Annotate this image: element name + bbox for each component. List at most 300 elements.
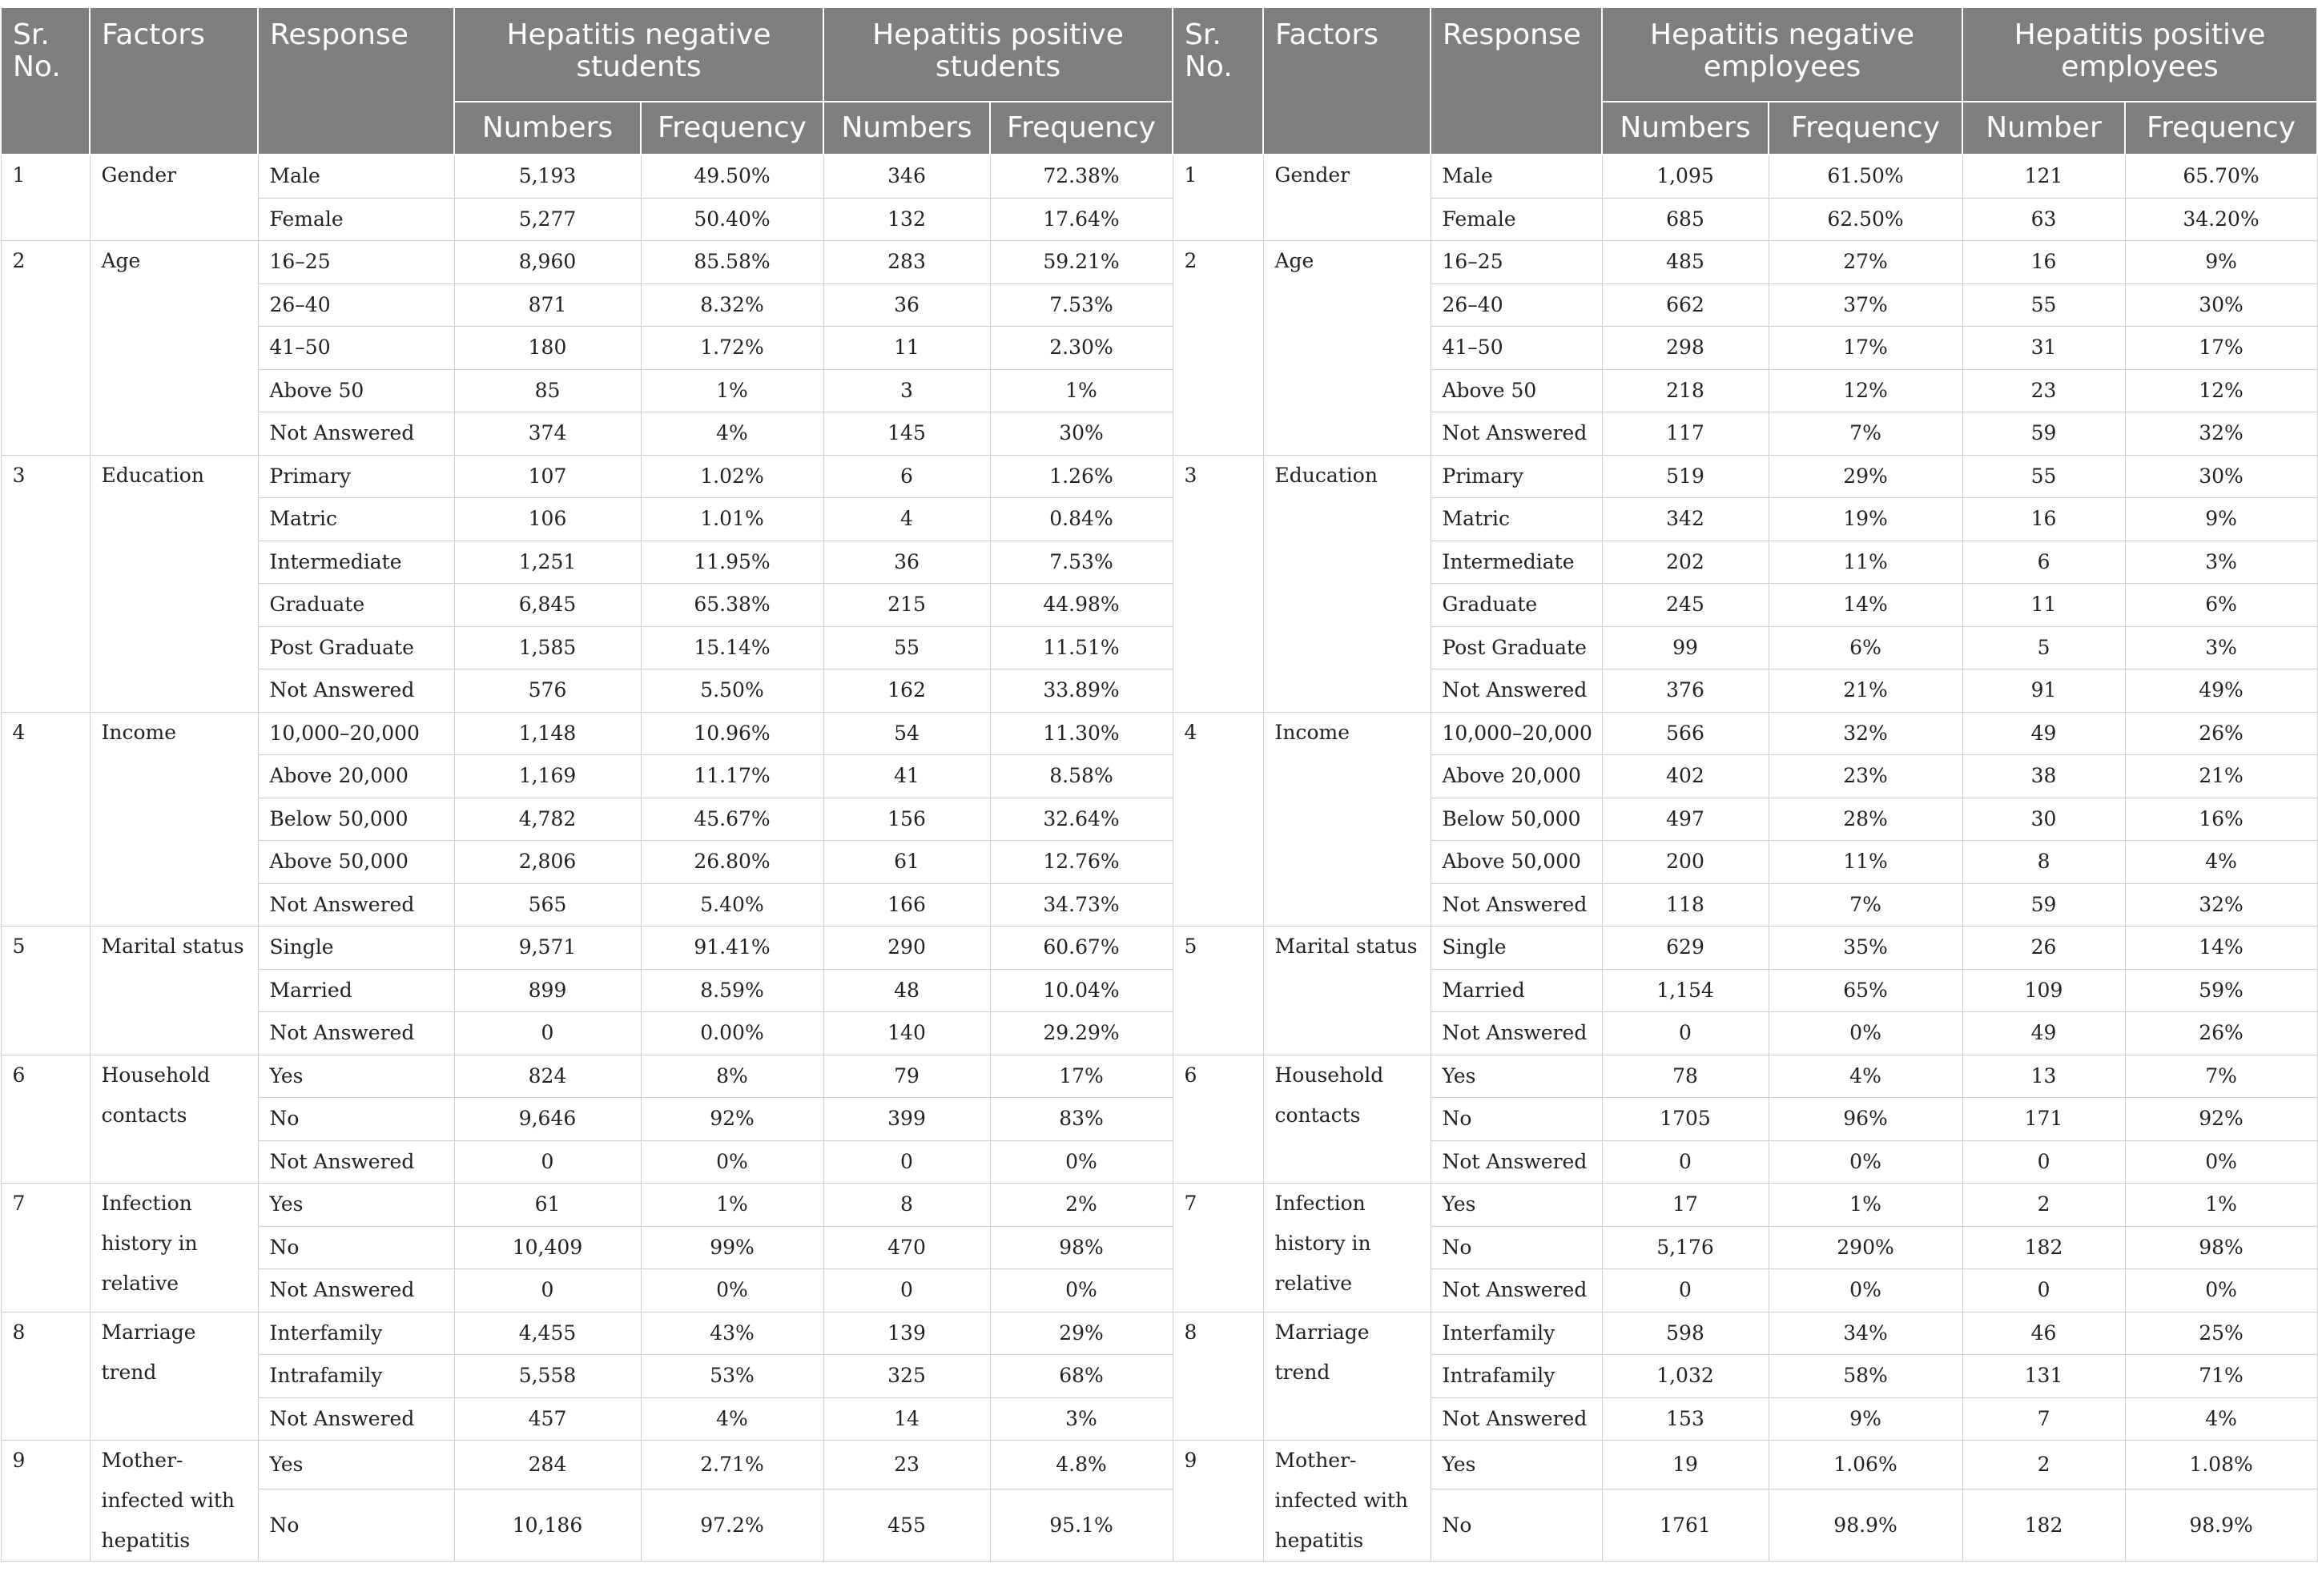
pos-students-number-cell: 325 (823, 1355, 990, 1398)
neg-students-number-cell: 899 (454, 969, 641, 1012)
pos-employees-frequency-cell: 71% (2125, 1355, 2317, 1398)
neg-students-number-cell: 457 (454, 1397, 641, 1441)
pos-employees-frequency-cell: 1% (2125, 1184, 2317, 1227)
employee-sr-no-cell: 7 (1173, 1184, 1263, 1313)
neg-students-frequency-cell: 11.17% (641, 755, 823, 798)
neg-employees-number-cell: 202 (1602, 541, 1769, 584)
employee-response-cell: Intermediate (1431, 541, 1602, 584)
pos-employees-frequency-cell: 65.70% (2125, 155, 2317, 198)
employee-factor-cell: Income (1263, 712, 1431, 927)
pos-students-frequency-cell: 83% (990, 1098, 1173, 1141)
pos-students-number-cell: 6 (823, 455, 990, 498)
pos-students-number-cell: 132 (823, 198, 990, 241)
employee-sr-no-cell: 1 (1173, 155, 1263, 241)
neg-employees-number-cell: 485 (1602, 241, 1769, 284)
employee-response-cell: Married (1431, 969, 1602, 1012)
pos-employees-frequency-cell: 0% (2125, 1269, 2317, 1313)
pos-employees-frequency-cell: 21% (2125, 755, 2317, 798)
neg-employees-number-cell: 17 (1602, 1184, 1769, 1227)
pos-employees-number-cell: 7 (1962, 1397, 2125, 1441)
student-response-cell: Graduate (258, 584, 454, 627)
table-row (1, 1489, 2317, 1562)
pos-employees-number-cell: 59 (1962, 412, 2125, 456)
neg-employees-number-cell: 0 (1602, 1012, 1769, 1055)
employee-response-cell: Female (1431, 198, 1602, 241)
student-response-cell: Intrafamily (258, 1355, 454, 1398)
pos-employees-number-cell: 23 (1962, 369, 2125, 412)
employee-sr-no-cell: 3 (1173, 455, 1263, 712)
employee-response-cell: Above 50 (1431, 369, 1602, 412)
table-row (1, 327, 2317, 370)
neg-students-number-cell: 0 (454, 1269, 641, 1313)
student-response-cell: Not Answered (258, 669, 454, 713)
pos-students-number-cell: 3 (823, 369, 990, 412)
neg-employees-frequency-cell: 62.50% (1769, 198, 1962, 241)
student-factor-cell: Mother-infected with hepatitis (90, 1441, 258, 1562)
employee-response-cell: No (1431, 1489, 1602, 1562)
pos-students-number-cell: 145 (823, 412, 990, 456)
neg-students-number-cell: 6,845 (454, 584, 641, 627)
table-row (1, 1055, 2317, 1098)
neg-students-number-cell: 0 (454, 1140, 641, 1184)
employee-response-cell: Not Answered (1431, 1269, 1602, 1313)
header-neg-students: Hepatitis negative students (454, 7, 823, 102)
neg-students-number-cell: 180 (454, 327, 641, 370)
neg-employees-number-cell: 117 (1602, 412, 1769, 456)
pos-students-frequency-cell: 29.29% (990, 1012, 1173, 1055)
pos-employees-number-cell: 131 (1962, 1355, 2125, 1398)
pos-employees-number-cell: 0 (1962, 1269, 2125, 1313)
student-sr-no-cell: 3 (1, 455, 90, 712)
subheader-numbers: Numbers (823, 102, 990, 155)
student-response-cell: Not Answered (258, 1140, 454, 1184)
neg-employees-number-cell: 0 (1602, 1269, 1769, 1313)
employee-response-cell: Matric (1431, 498, 1602, 541)
student-sr-no-cell: 8 (1, 1312, 90, 1441)
table-row (1, 883, 2317, 927)
neg-employees-number-cell: 5,176 (1602, 1226, 1769, 1269)
table-row (1, 198, 2317, 241)
header-factors: Factors (90, 7, 258, 155)
pos-employees-frequency-cell: 30% (2125, 455, 2317, 498)
student-response-cell: 10,000–20,000 (258, 712, 454, 755)
pos-employees-frequency-cell: 26% (2125, 712, 2317, 755)
table-row (1, 712, 2317, 755)
table-row (1, 1441, 2317, 1489)
neg-students-frequency-cell: 10.96% (641, 712, 823, 755)
pos-employees-number-cell: 55 (1962, 455, 2125, 498)
pos-employees-frequency-cell: 0% (2125, 1140, 2317, 1184)
pos-employees-frequency-cell: 17% (2125, 327, 2317, 370)
employee-factor-cell: Age (1263, 241, 1431, 456)
pos-employees-frequency-cell: 14% (2125, 927, 2317, 970)
neg-students-frequency-cell: 4% (641, 412, 823, 456)
employee-response-cell: Intrafamily (1431, 1355, 1602, 1398)
employee-response-cell: 10,000–20,000 (1431, 712, 1602, 755)
table-row (1, 1184, 2317, 1227)
header-response: Response (258, 7, 454, 155)
student-sr-no-cell: 1 (1, 155, 90, 241)
employee-sr-no-cell: 5 (1173, 927, 1263, 1055)
table-row (1, 798, 2317, 841)
pos-students-frequency-cell: 1% (990, 369, 1173, 412)
neg-employees-frequency-cell: 28% (1769, 798, 1962, 841)
neg-students-number-cell: 5,277 (454, 198, 641, 241)
neg-students-number-cell: 374 (454, 412, 641, 456)
neg-students-frequency-cell: 1.02% (641, 455, 823, 498)
student-response-cell: Not Answered (258, 1269, 454, 1313)
neg-students-frequency-cell: 49.50% (641, 155, 823, 198)
neg-students-number-cell: 2,806 (454, 841, 641, 884)
employee-sr-no-cell: 2 (1173, 241, 1263, 456)
neg-students-frequency-cell: 4% (641, 1397, 823, 1441)
student-response-cell: Above 50,000 (258, 841, 454, 884)
pos-students-number-cell: 41 (823, 755, 990, 798)
neg-students-frequency-cell: 43% (641, 1312, 823, 1355)
neg-employees-number-cell: 629 (1602, 927, 1769, 970)
neg-students-frequency-cell: 45.67% (641, 798, 823, 841)
pos-students-frequency-cell: 72.38% (990, 155, 1173, 198)
neg-employees-frequency-cell: 1.06% (1769, 1441, 1962, 1489)
pos-employees-frequency-cell: 3% (2125, 541, 2317, 584)
pos-employees-frequency-cell: 98% (2125, 1226, 2317, 1269)
student-response-cell: Not Answered (258, 1397, 454, 1441)
pos-employees-number-cell: 11 (1962, 584, 2125, 627)
student-factor-cell: Marital status (90, 927, 258, 1055)
neg-students-number-cell: 565 (454, 883, 641, 927)
neg-employees-number-cell: 402 (1602, 755, 1769, 798)
student-response-cell: 26–40 (258, 283, 454, 327)
student-response-cell: Primary (258, 455, 454, 498)
neg-employees-number-cell: 685 (1602, 198, 1769, 241)
employee-response-cell: Single (1431, 927, 1602, 970)
pos-employees-number-cell: 16 (1962, 498, 2125, 541)
neg-students-number-cell: 0 (454, 1012, 641, 1055)
table-header (1, 7, 2317, 155)
table-row (1, 541, 2317, 584)
pos-students-number-cell: 11 (823, 327, 990, 370)
pos-students-frequency-cell: 7.53% (990, 283, 1173, 327)
employee-response-cell: Yes (1431, 1441, 1602, 1489)
pos-employees-frequency-cell: 92% (2125, 1098, 2317, 1141)
pos-students-frequency-cell: 2% (990, 1184, 1173, 1227)
hepatitis-factors-table (0, 6, 2318, 1562)
pos-students-number-cell: 139 (823, 1312, 990, 1355)
pos-employees-number-cell: 182 (1962, 1226, 2125, 1269)
pos-employees-frequency-cell: 1.08% (2125, 1441, 2317, 1489)
pos-students-number-cell: 8 (823, 1184, 990, 1227)
table-row (1, 1098, 2317, 1141)
student-factor-cell: Infection history in relative (90, 1184, 258, 1313)
pos-employees-frequency-cell: 7% (2125, 1055, 2317, 1098)
neg-students-number-cell: 1,251 (454, 541, 641, 584)
neg-employees-number-cell: 218 (1602, 369, 1769, 412)
header-response-employees: Response (1431, 7, 1602, 155)
neg-employees-frequency-cell: 27% (1769, 241, 1962, 284)
pos-employees-number-cell: 55 (1962, 283, 2125, 327)
student-response-cell: Not Answered (258, 412, 454, 456)
neg-employees-frequency-cell: 12% (1769, 369, 1962, 412)
pos-students-number-cell: 140 (823, 1012, 990, 1055)
employee-response-cell: Post Graduate (1431, 626, 1602, 669)
neg-employees-frequency-cell: 19% (1769, 498, 1962, 541)
student-sr-no-cell: 9 (1, 1441, 90, 1562)
pos-students-number-cell: 290 (823, 927, 990, 970)
neg-students-frequency-cell: 92% (641, 1098, 823, 1141)
pos-students-number-cell: 156 (823, 798, 990, 841)
table-body (1, 155, 2317, 1562)
table-row (1, 1226, 2317, 1269)
pos-students-frequency-cell: 0.84% (990, 498, 1173, 541)
neg-students-number-cell: 1,148 (454, 712, 641, 755)
student-response-cell: Married (258, 969, 454, 1012)
neg-students-number-cell: 576 (454, 669, 641, 713)
neg-students-number-cell: 8,960 (454, 241, 641, 284)
pos-employees-frequency-cell: 25% (2125, 1312, 2317, 1355)
neg-employees-number-cell: 1705 (1602, 1098, 1769, 1141)
neg-employees-frequency-cell: 98.9% (1769, 1489, 1962, 1562)
neg-employees-number-cell: 519 (1602, 455, 1769, 498)
table-row (1, 1269, 2317, 1313)
student-factor-cell: Income (90, 712, 258, 927)
pos-students-frequency-cell: 1.26% (990, 455, 1173, 498)
pos-students-number-cell: 399 (823, 1098, 990, 1141)
student-sr-no-cell: 7 (1, 1184, 90, 1313)
pos-students-frequency-cell: 4.8% (990, 1441, 1173, 1489)
neg-employees-frequency-cell: 1% (1769, 1184, 1962, 1227)
neg-students-frequency-cell: 1.72% (641, 327, 823, 370)
neg-employees-number-cell: 566 (1602, 712, 1769, 755)
employee-response-cell: 26–40 (1431, 283, 1602, 327)
subheader-numbers: Numbers (1602, 102, 1769, 155)
neg-students-frequency-cell: 0% (641, 1269, 823, 1313)
neg-employees-number-cell: 0 (1602, 1140, 1769, 1184)
pos-students-number-cell: 14 (823, 1397, 990, 1441)
neg-students-number-cell: 10,409 (454, 1226, 641, 1269)
neg-employees-frequency-cell: 65% (1769, 969, 1962, 1012)
neg-employees-frequency-cell: 37% (1769, 283, 1962, 327)
employee-response-cell: Not Answered (1431, 412, 1602, 456)
table-row (1, 498, 2317, 541)
pos-employees-number-cell: 91 (1962, 669, 2125, 713)
neg-students-frequency-cell: 91.41% (641, 927, 823, 970)
pos-students-frequency-cell: 95.1% (990, 1489, 1173, 1562)
header-sr-no-employees: Sr. No. (1173, 7, 1263, 155)
pos-students-number-cell: 162 (823, 669, 990, 713)
table-row (1, 241, 2317, 284)
neg-students-number-cell: 85 (454, 369, 641, 412)
table-row (1, 669, 2317, 713)
neg-students-frequency-cell: 11.95% (641, 541, 823, 584)
table-row (1, 927, 2317, 970)
pos-employees-frequency-cell: 32% (2125, 883, 2317, 927)
student-sr-no-cell: 6 (1, 1055, 90, 1184)
pos-students-number-cell: 283 (823, 241, 990, 284)
pos-students-frequency-cell: 44.98% (990, 584, 1173, 627)
neg-employees-frequency-cell: 32% (1769, 712, 1962, 755)
pos-employees-number-cell: 30 (1962, 798, 2125, 841)
student-response-cell: Yes (258, 1055, 454, 1098)
pos-employees-number-cell: 171 (1962, 1098, 2125, 1141)
pos-employees-number-cell: 26 (1962, 927, 2125, 970)
employee-response-cell: Above 50,000 (1431, 841, 1602, 884)
pos-employees-frequency-cell: 4% (2125, 1397, 2317, 1441)
pos-students-frequency-cell: 7.53% (990, 541, 1173, 584)
pos-employees-number-cell: 109 (1962, 969, 2125, 1012)
subheader-frequency: Frequency (641, 102, 823, 155)
pos-employees-number-cell: 16 (1962, 241, 2125, 284)
pos-employees-number-cell: 8 (1962, 841, 2125, 884)
neg-employees-number-cell: 1,032 (1602, 1355, 1769, 1398)
employee-sr-no-cell: 8 (1173, 1312, 1263, 1441)
table-row (1, 455, 2317, 498)
neg-employees-number-cell: 19 (1602, 1441, 1769, 1489)
neg-employees-frequency-cell: 7% (1769, 412, 1962, 456)
neg-students-frequency-cell: 0.00% (641, 1012, 823, 1055)
pos-students-frequency-cell: 34.73% (990, 883, 1173, 927)
pos-employees-frequency-cell: 26% (2125, 1012, 2317, 1055)
neg-employees-number-cell: 497 (1602, 798, 1769, 841)
neg-students-frequency-cell: 53% (641, 1355, 823, 1398)
pos-students-frequency-cell: 98% (990, 1226, 1173, 1269)
table-row (1, 969, 2317, 1012)
employee-response-cell: Interfamily (1431, 1312, 1602, 1355)
neg-employees-frequency-cell: 4% (1769, 1055, 1962, 1098)
table-row (1, 584, 2317, 627)
neg-employees-frequency-cell: 21% (1769, 669, 1962, 713)
employee-factor-cell: Gender (1263, 155, 1431, 241)
neg-students-frequency-cell: 97.2% (641, 1489, 823, 1562)
neg-employees-number-cell: 200 (1602, 841, 1769, 884)
neg-students-frequency-cell: 8% (641, 1055, 823, 1098)
employee-sr-no-cell: 6 (1173, 1055, 1263, 1184)
pos-employees-number-cell: 49 (1962, 1012, 2125, 1055)
pos-students-number-cell: 4 (823, 498, 990, 541)
student-response-cell: Above 50 (258, 369, 454, 412)
pos-students-frequency-cell: 33.89% (990, 669, 1173, 713)
student-response-cell: No (258, 1098, 454, 1141)
neg-students-frequency-cell: 15.14% (641, 626, 823, 669)
neg-students-frequency-cell: 2.71% (641, 1441, 823, 1489)
employee-response-cell: 16–25 (1431, 241, 1602, 284)
table-row (1, 755, 2317, 798)
pos-students-frequency-cell: 11.30% (990, 712, 1173, 755)
student-response-cell: Intermediate (258, 541, 454, 584)
pos-employees-frequency-cell: 98.9% (2125, 1489, 2317, 1562)
neg-employees-frequency-cell: 34% (1769, 1312, 1962, 1355)
pos-employees-number-cell: 46 (1962, 1312, 2125, 1355)
subheader-number: Number (1962, 102, 2125, 155)
employee-response-cell: No (1431, 1226, 1602, 1269)
pos-employees-number-cell: 121 (1962, 155, 2125, 198)
subheader-frequency: Frequency (1769, 102, 1962, 155)
pos-students-number-cell: 55 (823, 626, 990, 669)
neg-students-frequency-cell: 50.40% (641, 198, 823, 241)
pos-employees-number-cell: 2 (1962, 1184, 2125, 1227)
neg-employees-number-cell: 1761 (1602, 1489, 1769, 1562)
neg-employees-number-cell: 1,095 (1602, 155, 1769, 198)
neg-employees-frequency-cell: 14% (1769, 584, 1962, 627)
neg-students-frequency-cell: 0% (641, 1140, 823, 1184)
neg-students-frequency-cell: 26.80% (641, 841, 823, 884)
pos-students-frequency-cell: 11.51% (990, 626, 1173, 669)
pos-students-frequency-cell: 32.64% (990, 798, 1173, 841)
pos-employees-frequency-cell: 9% (2125, 241, 2317, 284)
pos-students-frequency-cell: 3% (990, 1397, 1173, 1441)
pos-employees-frequency-cell: 9% (2125, 498, 2317, 541)
student-factor-cell: Marriage trend (90, 1312, 258, 1441)
student-sr-no-cell: 5 (1, 927, 90, 1055)
pos-students-number-cell: 54 (823, 712, 990, 755)
header-pos-students: Hepatitis positive students (823, 7, 1173, 102)
student-factor-cell: Age (90, 241, 258, 456)
neg-students-frequency-cell: 5.50% (641, 669, 823, 713)
pos-students-number-cell: 36 (823, 541, 990, 584)
pos-students-number-cell: 0 (823, 1140, 990, 1184)
header-neg-employees: Hepatitis negative employees (1602, 7, 1962, 102)
neg-students-number-cell: 9,646 (454, 1098, 641, 1141)
neg-students-frequency-cell: 1% (641, 1184, 823, 1227)
pos-employees-number-cell: 5 (1962, 626, 2125, 669)
neg-students-frequency-cell: 1% (641, 369, 823, 412)
pos-students-number-cell: 48 (823, 969, 990, 1012)
neg-students-frequency-cell: 8.59% (641, 969, 823, 1012)
neg-students-number-cell: 106 (454, 498, 641, 541)
neg-students-number-cell: 824 (454, 1055, 641, 1098)
pos-students-number-cell: 23 (823, 1441, 990, 1489)
neg-employees-number-cell: 78 (1602, 1055, 1769, 1098)
student-response-cell: Above 20,000 (258, 755, 454, 798)
subheader-numbers: Numbers (454, 102, 641, 155)
pos-employees-number-cell: 49 (1962, 712, 2125, 755)
pos-students-frequency-cell: 30% (990, 412, 1173, 456)
pos-students-frequency-cell: 0% (990, 1269, 1173, 1313)
pos-employees-frequency-cell: 59% (2125, 969, 2317, 1012)
pos-employees-frequency-cell: 4% (2125, 841, 2317, 884)
neg-employees-number-cell: 153 (1602, 1397, 1769, 1441)
pos-students-frequency-cell: 10.04% (990, 969, 1173, 1012)
pos-students-frequency-cell: 59.21% (990, 241, 1173, 284)
table-row (1, 1355, 2317, 1398)
header-sr-no: Sr. No. (1, 7, 90, 155)
employee-sr-no-cell: 9 (1173, 1441, 1263, 1562)
pos-employees-number-cell: 182 (1962, 1489, 2125, 1562)
employee-response-cell: No (1431, 1098, 1602, 1141)
neg-students-frequency-cell: 1.01% (641, 498, 823, 541)
neg-employees-frequency-cell: 9% (1769, 1397, 1962, 1441)
student-response-cell: Single (258, 927, 454, 970)
table-row (1, 1397, 2317, 1441)
table-row (1, 1140, 2317, 1184)
employee-response-cell: Primary (1431, 455, 1602, 498)
subheader-frequency: Frequency (2125, 102, 2317, 155)
pos-students-number-cell: 215 (823, 584, 990, 627)
student-response-cell: Male (258, 155, 454, 198)
employee-factor-cell: Marriage trend (1263, 1312, 1431, 1441)
pos-employees-frequency-cell: 49% (2125, 669, 2317, 713)
student-response-cell: Not Answered (258, 883, 454, 927)
neg-students-frequency-cell: 65.38% (641, 584, 823, 627)
subheader-frequency: Frequency (990, 102, 1173, 155)
pos-students-frequency-cell: 2.30% (990, 327, 1173, 370)
employee-factor-cell: Household contacts (1263, 1055, 1431, 1184)
pos-employees-frequency-cell: 3% (2125, 626, 2317, 669)
neg-employees-number-cell: 99 (1602, 626, 1769, 669)
neg-students-number-cell: 871 (454, 283, 641, 327)
table-row (1, 283, 2317, 327)
student-response-cell: Post Graduate (258, 626, 454, 669)
employee-response-cell: Above 20,000 (1431, 755, 1602, 798)
